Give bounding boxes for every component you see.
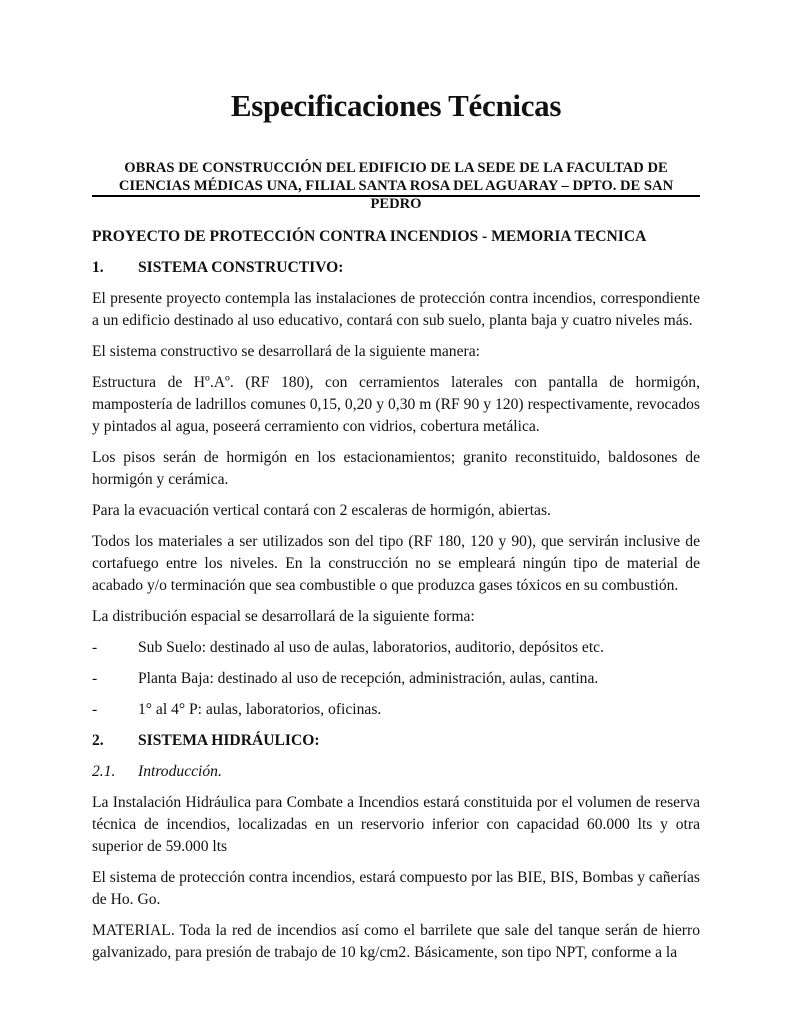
list-item <box>92 668 700 690</box>
section-1-title: SISTEMA CONSTRUCTIVO: <box>138 259 344 276</box>
paragraph: El sistema de protección contra incendios, estará compuesto por las BIE, BIS, Bombas y cañerías de Ho. Go. <box>92 869 700 908</box>
document-title: Especificaciones Técnicas <box>230 88 562 123</box>
paragraph: MATERIAL. Toda la red de incendios así como el barrilete que sale del tanque serán de hierro galvanizado, para presión de trabajo de 10 kg/cm2. Básicamente, son tipo NPT, conforme a la <box>92 922 700 961</box>
paragraph: Los pisos serán de hormigón en los estacionamientos; granito reconstituido, baldosones de hormigón y cerámica. <box>92 449 700 488</box>
paragraph: Para la evacuación vertical contará con 2 escaleras de hormigón, abiertas. <box>92 502 551 519</box>
section-1-heading <box>92 257 700 279</box>
paragraph: La Instalación Hidráulica para Combate a Incendios estará constituida por el volumen de reserva técnica de incendios, localizadas en un reservorio inferior con capacidad 60.000 lts y otra superior de 59.000 lts <box>92 794 700 855</box>
subheading-line-1: OBRAS DE CONSTRUCCIÓN DEL EDIFICIO DE LA SEDE DE LA FACULTAD DE <box>124 160 668 176</box>
list-item <box>92 699 700 721</box>
subsection-title: Introducción. <box>138 763 222 780</box>
subheading-line-2: CIENCIAS MÉDICAS UNA, FILIAL SANTA ROSA DEL AGUARAY – DPTO. DE SAN PEDRO <box>118 178 674 212</box>
project-heading: PROYECTO DE PROTECCIÓN CONTRA INCENDIOS - MEMORIA TECNICA <box>92 228 647 245</box>
list-item-text: Planta Baja: destinado al uso de recepción, administración, aulas, cantina. <box>138 670 599 687</box>
section-1-number: 1. <box>92 259 104 276</box>
list-item <box>92 637 700 659</box>
section-2-number: 2. <box>92 732 104 749</box>
list-item-text: Sub Suelo: destinado al uso de aulas, laboratorios, auditorio, depósitos etc. <box>138 639 605 656</box>
subsection-heading <box>92 761 700 783</box>
paragraph: Todos los materiales a ser utilizados son del tipo (RF 180, 120 y 90), que servirán inclusive de cortafuego entre los niveles. En la construcción no se empleará ningún tipo de material de acabado y/o terminación que sea combustible o que produzca gases tóxicos en su combustión. <box>92 533 700 594</box>
paragraph: El sistema constructivo se desarrollará de la siguiente manera: <box>92 343 480 360</box>
paragraph: La distribución espacial se desarrollará de la siguiente forma: <box>92 608 475 625</box>
list-item-text: 1° al 4° P: aulas, laboratorios, oficinas. <box>138 701 382 718</box>
document-body <box>92 226 700 973</box>
list-bullet: - <box>92 701 98 718</box>
heading-divider <box>92 195 700 197</box>
section-2-title: SISTEMA HIDRÁULICO: <box>138 732 320 749</box>
subsection-number: 2.1. <box>92 763 116 780</box>
paragraph: El presente proyecto contempla las instalaciones de protección contra incendios, correspondiente a un edificio destinado al uso educativo, contará con sub suelo, planta baja y cuatro niveles más. <box>92 290 700 329</box>
list-bullet: - <box>92 639 98 656</box>
list-bullet: - <box>92 670 98 687</box>
document-subheading <box>92 159 700 213</box>
paragraph: Estructura de Hº.Aº. (RF 180), con cerramientos laterales con pantalla de hormigón, mampostería de ladrillos comunes 0,15, 0,20 y 0,30 m (RF 90 y 120) respectivamente, revocados y pintados al agua, poseerá cerramiento con vidrios, cobertura metálica. <box>92 374 700 435</box>
section-2-heading <box>92 730 700 752</box>
